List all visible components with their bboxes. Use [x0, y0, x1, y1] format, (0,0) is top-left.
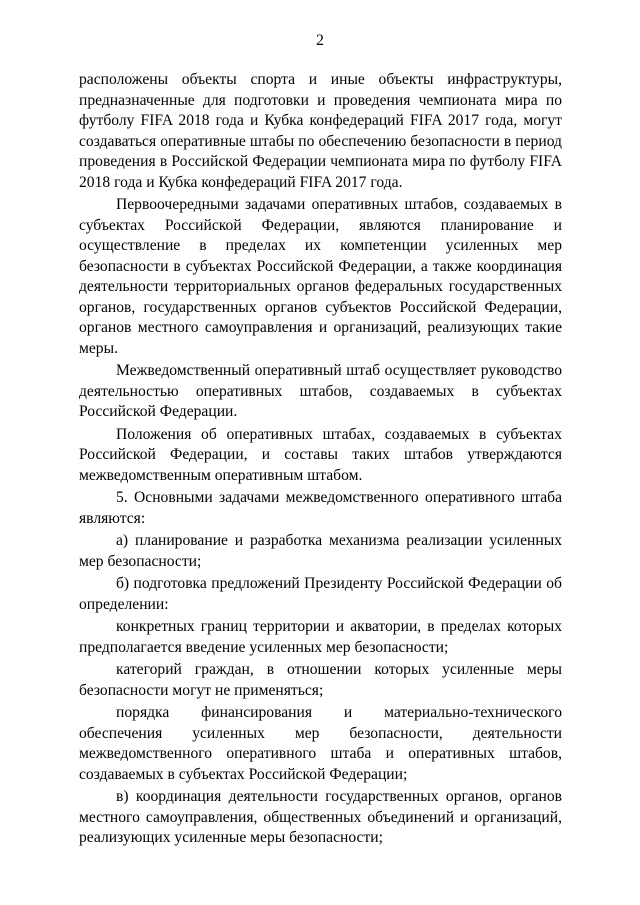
- paragraph-sub-categories: категорий граждан, в отношении которых усиленные меры безопасности могут не применяться;: [79, 661, 562, 699]
- paragraph-item-v: в) координация деятельности государственных органов, органов местного самоуправления, общественных объединений и организаций, реализующих усиленные меры безопасности;: [79, 788, 562, 846]
- paragraph-item-a: а) планирование и разработка механизма реализации усиленных мер безопасности;: [79, 532, 562, 570]
- paragraph-sub-borders: конкретных границ территории и акватории, в пределах которых предполагается введение усиленных мер безопасности;: [79, 618, 562, 656]
- page-number: 2: [316, 32, 324, 49]
- paragraph-interagency-leadership: Межведомственный оперативный штаб осуществляет руководство деятельностью оперативных штабов, создаваемых в субъектах Российской Федерации.: [79, 362, 562, 420]
- paragraph-continuation: расположены объекты спорта и иные объекты инфраструктуры, предназначенные для подготовки и проведения чемпионата мира по футболу FIFA 2018 года и Кубка конфедераций FIFA 2017 года, могут создаваться оперативные штабы по обеспечению безопасности в период проведения в Российской Федерации чемпионата мира по футболу FIFA 2018 года и Кубка конфедераций FIFA 2017 года.: [79, 71, 562, 191]
- document-body: [79, 70, 562, 849]
- paragraph-item-b: б) подготовка предложений Президенту Российской Федерации об определении:: [79, 575, 562, 613]
- paragraph-priority-tasks: Первоочередными задачами оперативных штабов, создаваемых в субъектах Российской Федерации, являются планирование и осуществление в пределах их компетенции усиленных мер безопасности в субъектах Российской Федерации, а также координация деятельности территориальных органов федеральных государственных органов, государственных органов субъектов Российской Федерации, органов местного самоуправления и организаций, реализующих такие меры.: [79, 196, 562, 357]
- paragraph-regulations: Положения об оперативных штабах, создаваемых в субъектах Российской Федерации, и составы таких штабов утверждаются межведомственным оперативным штабом.: [79, 425, 562, 484]
- paragraph-sub-financing: порядка финансирования и материально-технического обеспечения усиленных мер безопасности, деятельности межведомственного оперативного штаба и оперативных штабов, создаваемых в субъектах Российской Федерации;: [79, 704, 562, 783]
- paragraph-item-5: 5. Основными задачами межведомственного оперативного штаба являются:: [79, 489, 562, 527]
